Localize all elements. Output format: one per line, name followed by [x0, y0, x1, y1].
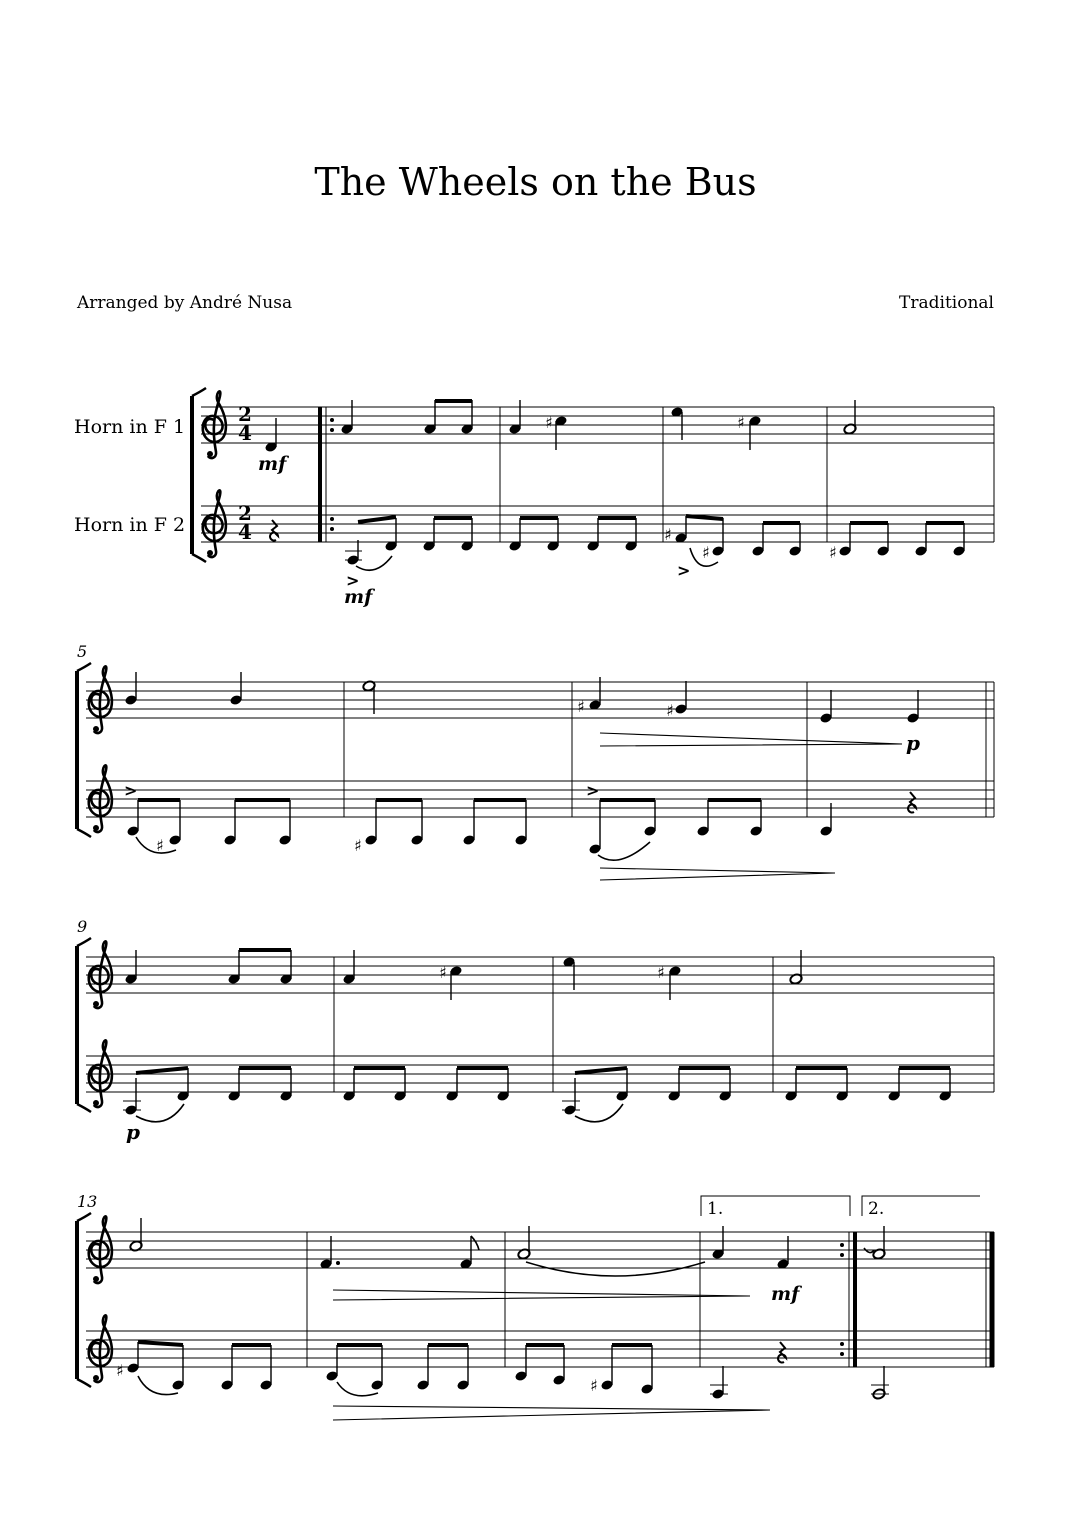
volta-second: 2.	[868, 1199, 885, 1219]
dynamic-p: p	[906, 731, 920, 755]
time-sig-num: 2	[238, 402, 252, 426]
svg-text:♯: ♯	[664, 525, 672, 544]
score-title: The Wheels on the Bus	[314, 160, 757, 204]
svg-text:♯: ♯	[666, 701, 674, 720]
svg-text:♯: ♯	[545, 413, 553, 432]
volta-first: 1.	[707, 1199, 724, 1219]
system-1	[192, 388, 994, 608]
part-name-horn-2: Horn in F 2	[74, 514, 186, 536]
svg-text:♯: ♯	[829, 543, 837, 562]
svg-text:♯: ♯	[737, 413, 745, 432]
svg-text:♯: ♯	[439, 963, 447, 982]
dynamic-mf: mf	[258, 453, 287, 475]
time-sig-den: 4	[238, 520, 252, 544]
svg-text:♯: ♯	[657, 963, 665, 982]
svg-text:♯: ♯	[354, 836, 362, 855]
system-2	[77, 663, 994, 880]
svg-text:♯: ♯	[156, 836, 164, 855]
svg-text:♯: ♯	[702, 543, 710, 562]
measure-number: 5	[77, 642, 88, 661]
dynamic-p: p	[126, 1120, 140, 1144]
system-3	[77, 938, 994, 1144]
svg-text:♯: ♯	[590, 1376, 598, 1395]
measure-number: 9	[77, 917, 88, 936]
system-4	[77, 1196, 994, 1420]
part-name-horn-1: Horn in F 1	[74, 416, 186, 438]
measure-number: 13	[77, 1192, 98, 1211]
composer-credit: Traditional	[899, 293, 994, 313]
svg-text:>: >	[346, 571, 360, 590]
dynamic-mf: mf	[771, 1283, 800, 1305]
svg-text:♯: ♯	[577, 697, 585, 716]
svg-text:>: >	[677, 561, 691, 580]
time-sig-den: 4	[238, 421, 252, 445]
arranger-credit: Arranged by André Nusa	[77, 293, 293, 313]
dynamic-mf: mf	[344, 586, 373, 608]
svg-text:>: >	[124, 781, 138, 800]
time-sig-num: 2	[238, 501, 252, 525]
svg-text:>: >	[586, 781, 600, 800]
svg-text:♯: ♯	[116, 1361, 124, 1380]
